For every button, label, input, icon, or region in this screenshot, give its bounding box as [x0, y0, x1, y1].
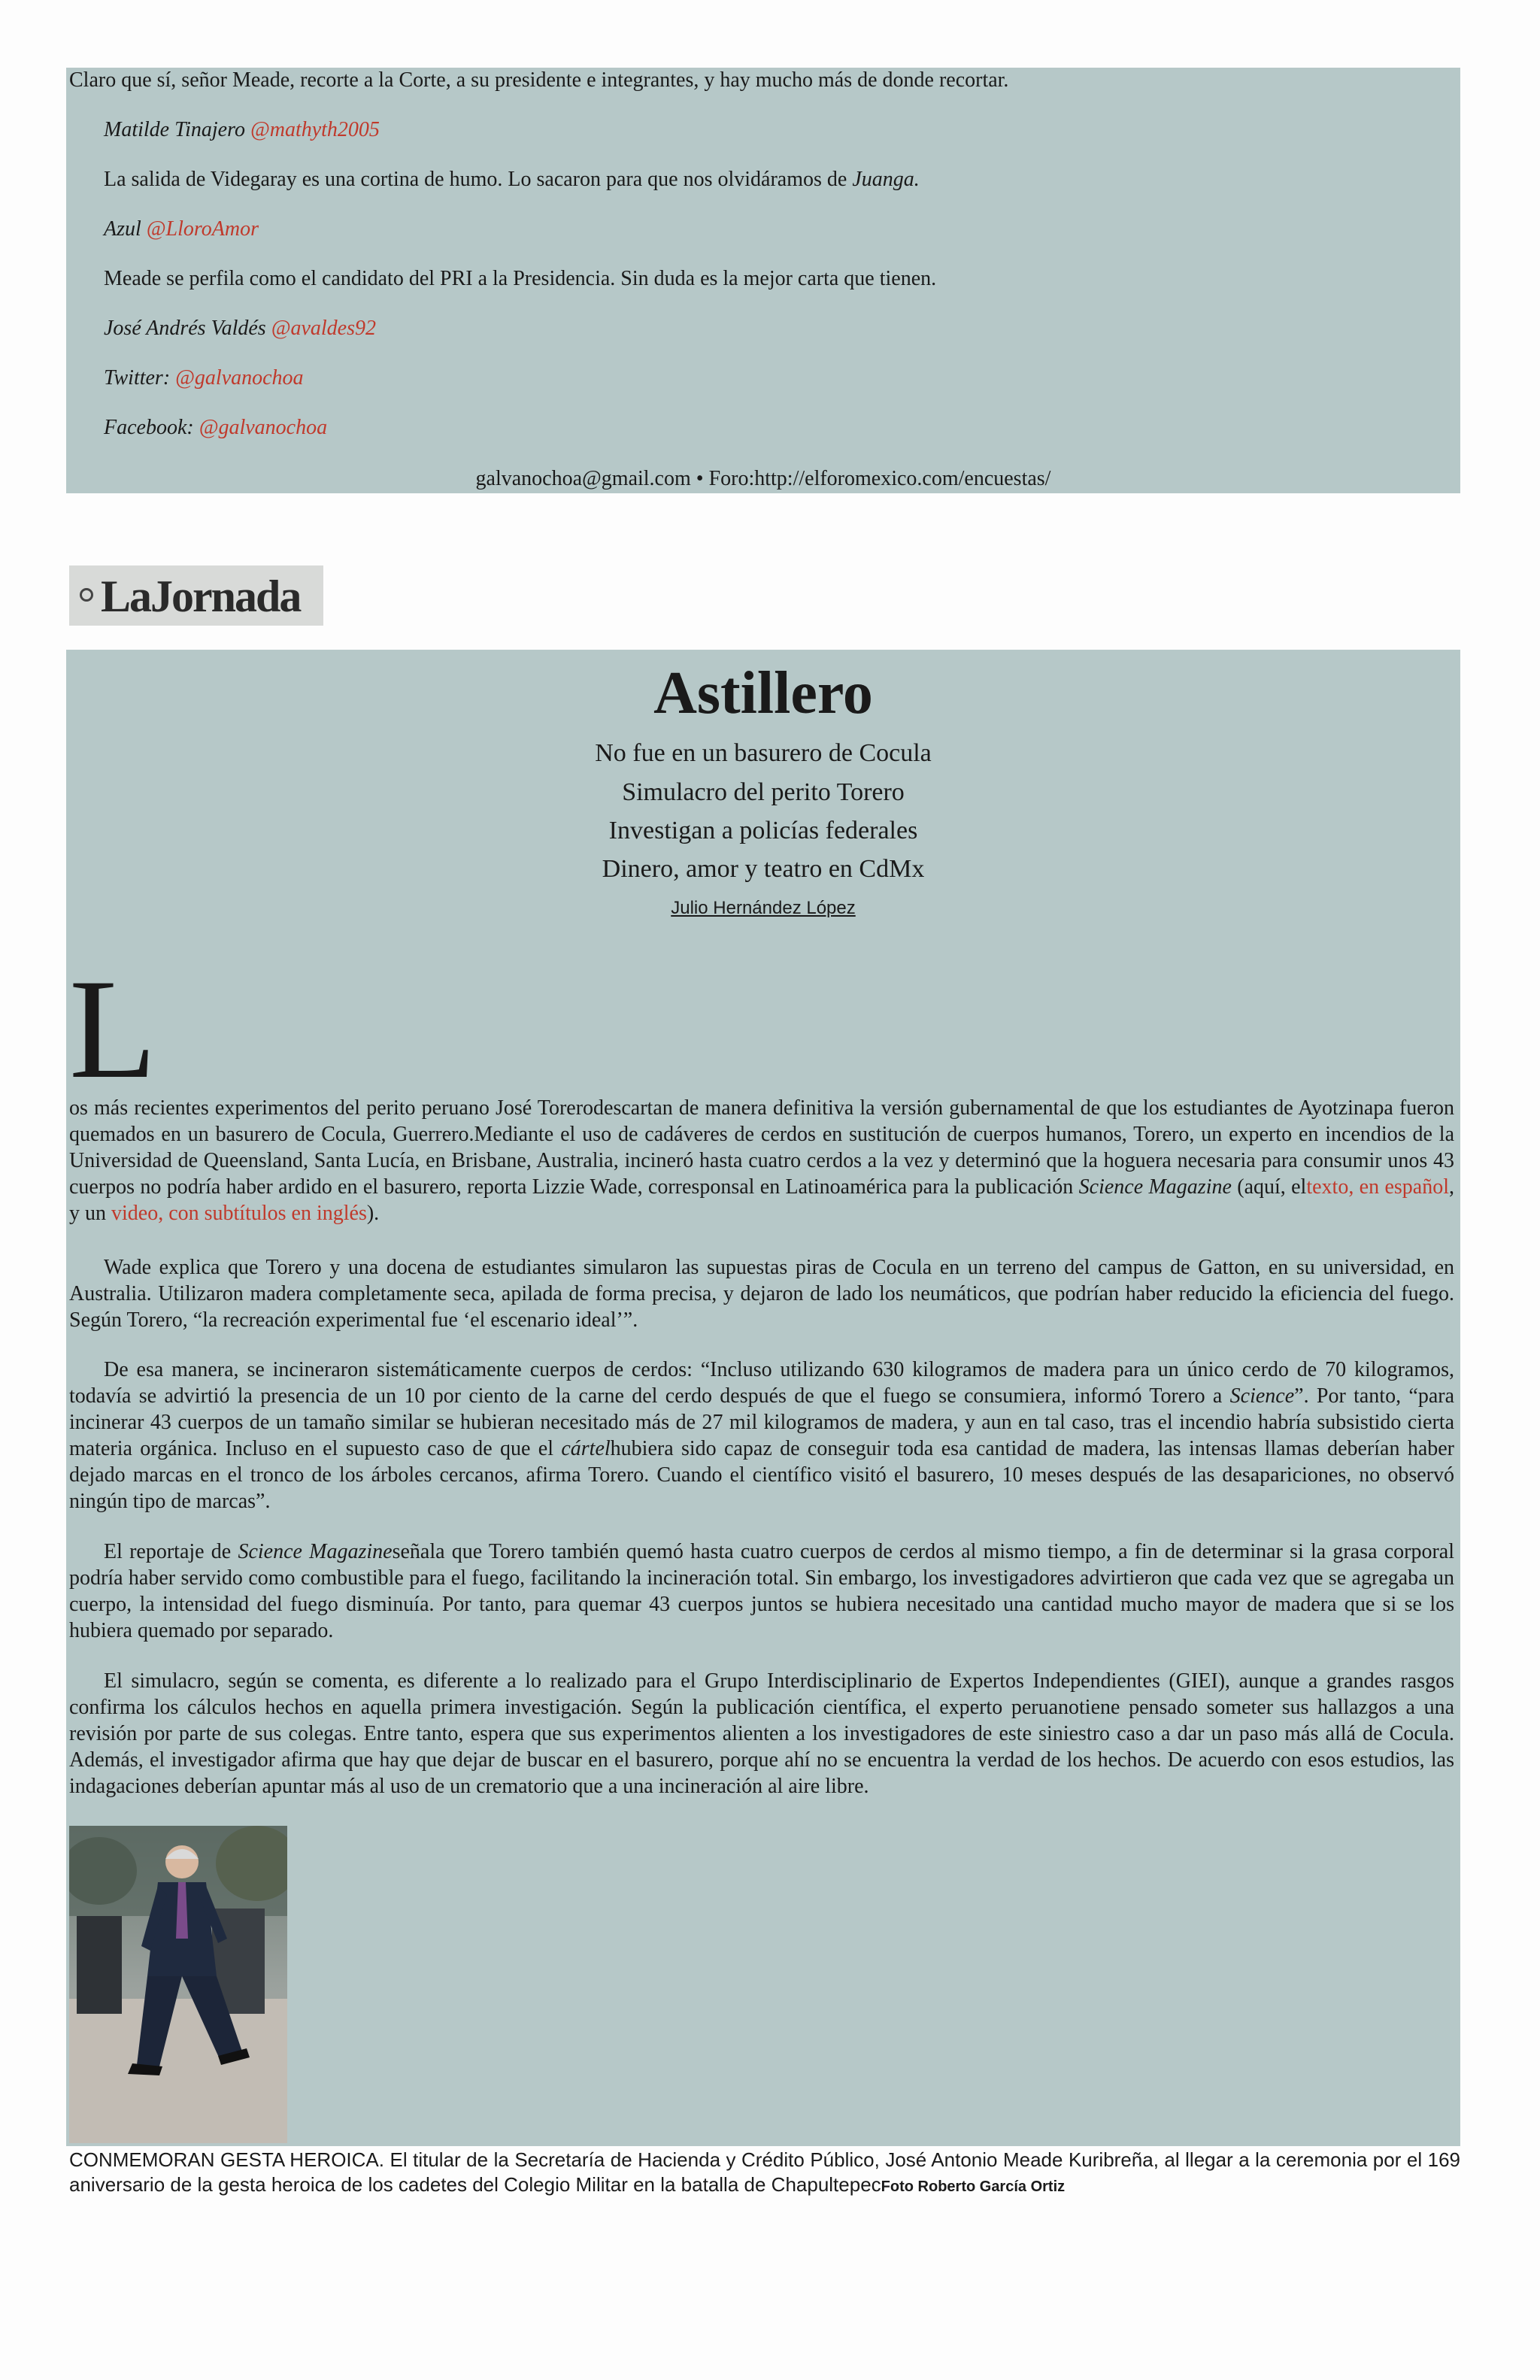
facebook-handle-link[interactable]: @galvanochoa — [199, 416, 328, 439]
paragraph-text: señala que Torero también quemó hasta cuatro cuerpos de cerdos al mismo tiempo, a fin de determinar si la grasa corporal podría haber servido como combustible para el fuego, facilitando la incineración total. Sin embargo, los investigadores advirtieron que cada vez que se agregaba un cuerpo, la intensidad del fuego disminuía. Por tanto, para quemar 43 cuerpos juntos se hubiera necesitado una cantidad mucho mayor de madera que si se los hubiera quemado por separado. — [69, 1540, 1454, 1642]
la-jornada-logo[interactable] — [69, 565, 323, 626]
author-name: Azul — [104, 217, 141, 241]
comment-text — [104, 167, 920, 193]
article-title: Astillero — [653, 660, 873, 726]
comment-author — [104, 117, 380, 143]
comment-italic: Juanga. — [852, 168, 920, 191]
photo-credit: Foto Roberto García Ortiz — [881, 2178, 1066, 2195]
author-name: Matilde Tinajero — [104, 118, 245, 141]
italic-term: cártel — [561, 1437, 611, 1460]
paragraph-text: , y un — [69, 1175, 1454, 1225]
comment-author — [104, 217, 259, 242]
article-paragraph: Wade explica que Torero y una docena de estudiantes simularon las supuestas piras de Cocula en un terreno del campus de Gatton, en su universidad, en Australia. Utilizaron madera completamente seca, apilada de forma precisa, y dejaron de lado los neumáticos, que podrían haber reducido la eficiencia del fuego. Según Torero, “la recreación experimental fue ‘el escenario ideal’”. — [69, 1256, 1454, 1332]
comment-text: Meade se perfila como el candidato del PRI a la Presidencia. Sin duda es la mejor carta que tienen. — [104, 267, 937, 290]
paragraph-text: ). — [366, 1202, 380, 1225]
photo-caption — [69, 2148, 1460, 2200]
article-paragraph — [69, 1539, 1454, 1644]
article-subtitle: Dinero, amor y teatro en CdMx — [602, 855, 925, 883]
paragraph-text: (aquí, el — [1231, 1175, 1307, 1199]
twitter-handle-link[interactable]: @galvanochoa — [175, 366, 304, 390]
article-subtitle: Simulacro del perito Torero — [622, 778, 905, 806]
byline-wrap — [66, 898, 1460, 919]
article-subtitle: No fue en un basurero de Cocula — [595, 739, 932, 767]
reader-comments-panel — [66, 68, 1460, 493]
author-name: José Andrés Valdés — [104, 317, 266, 340]
drop-cap: L — [69, 950, 157, 1108]
paragraph-text: ”. Por tanto, “para incinerar 43 cuerpos de un tamaño similar se hubieran necesitado más de 27 mil kilogramos de madera, y aun en tal caso, tras el incendio habría subsistido cierta materia orgánica. Incluso en el supuesto caso de que el — [69, 1384, 1455, 1460]
news-photo — [69, 1826, 287, 2143]
author-handle-link[interactable]: @avaldes92 — [271, 317, 376, 340]
article-paragraph — [69, 1095, 1454, 1226]
paragraph-text: hubiera sido capaz de conseguir toda esa cantidad de madera, las intensas llamas deberían haber dejado marcas en el tronco de los árboles cercanos, afirma Torero. Cuando el científico visitó el basurero, 10 meses después de las desapariciones, no observó ningún tipo de marcas”. — [69, 1437, 1454, 1513]
publication-name: Science Magazine — [1078, 1175, 1232, 1199]
twitter-label: Twitter: — [104, 366, 171, 390]
comment-author — [104, 316, 376, 341]
facebook-line — [104, 415, 327, 441]
caption-text: CONMEMORAN GESTA HEROICA. El titular de la Secretaría de Hacienda y Crédito Público, José Antonio Meade Kuribreña, al llegar a la ceremonia por el 169 aniversario de la gesta heroica de los cadetes del Colegio Militar en la batalla de Chapultepec — [69, 2148, 1460, 2196]
logo-circle-icon — [80, 588, 93, 602]
author-handle-link[interactable]: @LloroAmor — [146, 217, 259, 241]
contact-line[interactable]: galvanochoa@gmail.com • Foro:http://elforomexico.com/encuestas/ — [475, 467, 1051, 490]
paragraph-text: El reportaje de — [104, 1540, 238, 1563]
article-subtitle: Investigan a policías federales — [608, 817, 918, 844]
facebook-label: Facebook: — [104, 416, 194, 439]
paragraph-text: De esa manera, se incineraron sistemáticamente cuerpos de cerdos: “Incluso utilizando 630 kilogramos de madera para un único cerdo de 70 kilogramos, todavía se advirtió la presencia de un 10 por ciento de la carne del cerdo después de que el fuego se consumiera, informó Torero a — [69, 1358, 1454, 1408]
comment-body: La salida de Videgaray es una cortina de humo. Lo sacaron para que nos olvidáramos de — [104, 168, 847, 191]
article-paragraph — [69, 1357, 1454, 1514]
twitter-line — [104, 365, 304, 391]
english-video-link[interactable]: video, con subtítulos en inglés — [111, 1202, 367, 1225]
logo-text: LaJornada — [101, 572, 301, 621]
photo-illustration — [69, 1826, 287, 2143]
article-paragraph: El simulacro, según se comenta, es diferente a lo realizado para el Grupo Interdisciplinario de Expertos Independientes (GIEI), aunque a grandes rasgos confirma los cálculos hechos en aquella primera investigación. Según la publicación científica, el experto peruanotiene pensado someter sus hallazgos a una revisión por parte de sus colegas. Entre tanto, espera que sus experimentos alienten a los investigadores de este siniestro caso a dar un paso más allá de Cocula. Además, el investigador afirma que hay que dejar de buscar en el basurero, porque ahí no se encuentra la verdad de los hechos. De acuerdo con esos estudios, las indagaciones deberían apuntar más al uso de un crematorio que a una incineración al aire libre. — [69, 1669, 1454, 1798]
author-byline-link[interactable]: Julio Hernández López — [671, 898, 856, 918]
publication-name: Science — [1229, 1384, 1295, 1408]
spanish-text-link[interactable]: texto, en español — [1306, 1175, 1449, 1199]
comment-text: Claro que sí, señor Meade, recorte a la Corte, a su presidente e integrantes, y hay mucho más de donde recortar. — [69, 68, 1009, 92]
author-handle-link[interactable]: @mathyth2005 — [250, 118, 380, 141]
paragraph-text: os más recientes experimentos del perito peruano José Torerodescartan de manera definitiva la versión gubernamental de que los estudiantes de Ayotzinapa fueron quemados en un basurero de Cocula, Guerrero.Mediante el uso de cadáveres de cerdos en sustitución de cuerpos humanos, Torero, un experto en incendios de la Universidad de Queensland, Santa Lucía, en Brisbane, Australia, incineró hasta cuatro cerdos a la vez y determinó que la hoguera necesaria para consumir unos 43 cuerpos no podría haber ardido en el basurero, reporta Lizzie Wade, corresponsal en Latinoamérica para la publicación — [69, 1096, 1454, 1199]
publication-name: Science Magazine — [238, 1540, 393, 1563]
